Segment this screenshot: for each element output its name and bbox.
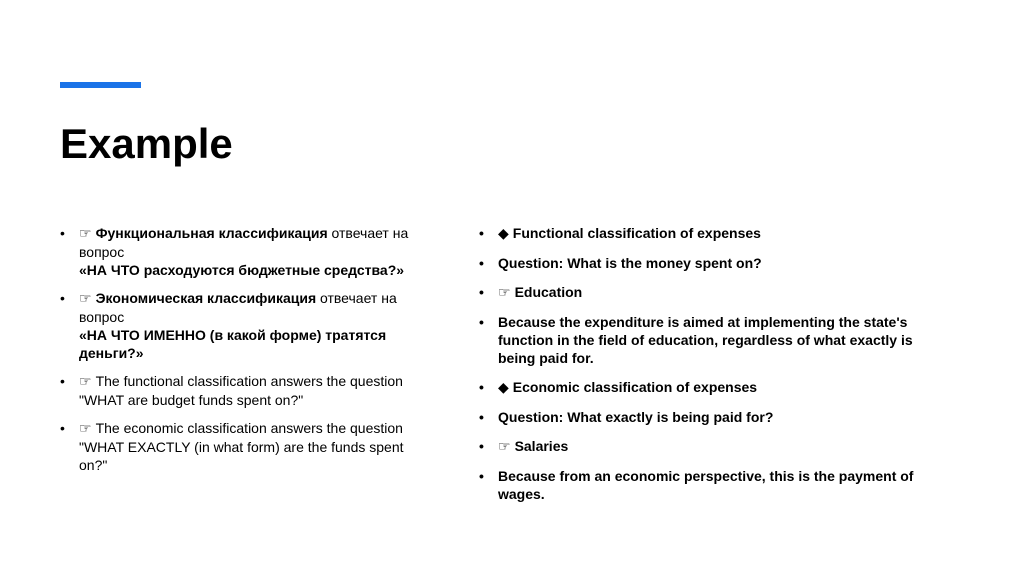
list-item [60,372,432,409]
pointing-hand-icon: ☞ [498,285,511,301]
bullet-icon: • [479,255,484,271]
list-item [479,254,949,272]
list-item [479,283,949,302]
item-text: Question: What is the money spent on? [498,255,762,271]
list-item [479,224,949,243]
list-item [60,419,432,474]
title-accent-bar [60,82,141,88]
bullet-icon: • [479,225,484,241]
item-text: Education [514,284,583,300]
item-text: The functional classification answers the question "WHAT are budget funds spent on?" [79,373,403,408]
bullet-icon: • [479,409,484,425]
item-text: Salaries [514,438,569,454]
item-text: Because from an economic perspective, this is the payment of wages. [498,468,914,502]
item-text: The economic classification answers the question "WHAT EXACTLY (in what form) are the funds spent on?" [79,420,404,473]
item-bold-text: «НА ЧТО ИМЕННО (в какой форме) тратятся деньги?» [79,327,387,361]
bullet-icon: • [60,373,65,389]
bullet-icon: • [479,379,484,395]
bullet-icon: • [60,420,65,436]
bullet-icon: • [479,438,484,454]
bullet-icon: • [479,284,484,300]
item-text: Economic classification of expenses [512,379,758,395]
item-text: Because the expenditure is aimed at implementing the state's function in the field of education, regardless of what exactly is being paid for. [498,314,913,366]
pointing-hand-icon: ☞ [79,421,92,437]
pointing-hand-icon: ☞ [79,291,92,307]
list-item [479,467,949,503]
pointing-hand-icon: ☞ [79,226,92,242]
right-bullet-list [479,224,949,514]
bullet-icon: • [479,314,484,330]
list-item [479,408,949,426]
slide-title: Example [60,120,233,167]
diamond-icon: ◆ [498,226,509,242]
item-text: отвечает на вопрос [79,225,409,260]
bullet-icon: • [60,225,65,241]
list-item [479,378,949,397]
list-item [479,437,949,456]
item-text: отвечает на вопрос [79,290,397,325]
left-bullet-list [60,224,432,484]
diamond-icon: ◆ [498,380,509,396]
list-item [479,313,949,367]
list-item [60,289,432,362]
pointing-hand-icon: ☞ [79,374,92,390]
pointing-hand-icon: ☞ [498,439,511,455]
item-text: Functional classification of expenses [512,225,761,241]
item-text: Question: What exactly is being paid for? [498,409,774,425]
item-bold-text: «НА ЧТО расходуются бюджетные средства?» [79,262,405,278]
bullet-icon: • [60,290,65,306]
item-bold-text: Экономическая классификация [95,290,317,306]
item-bold-text: Функциональная классификация [95,225,328,241]
bullet-icon: • [479,468,484,484]
list-item [60,224,432,279]
